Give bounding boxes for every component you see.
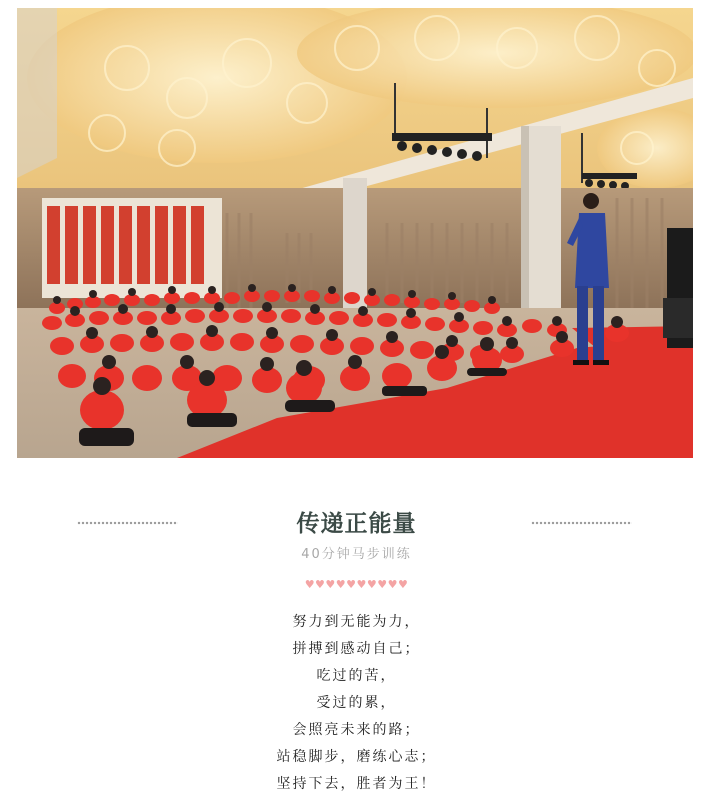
poem-line: 受过的累， [316,695,397,711]
poem [0,609,713,798]
section-title: 传递正能量 [296,511,417,537]
poem-line: 吃过的苦， [316,668,397,684]
poem-line: 坚持下去，胜者为王！ [276,776,437,792]
poem-line: 站稳脚步，磨练心志； [276,749,437,765]
poem-line: 努力到无能为力， [292,614,421,630]
hearts-ornament: ♥♥♥♥♥♥♥♥♥♥ [304,578,409,591]
poem-line: 会照亮未来的路； [292,722,421,738]
poem-line: 拼搏到感动自己； [292,641,421,657]
event-photo [17,8,693,458]
section-subtitle: 40分钟马步训练 [301,547,412,562]
